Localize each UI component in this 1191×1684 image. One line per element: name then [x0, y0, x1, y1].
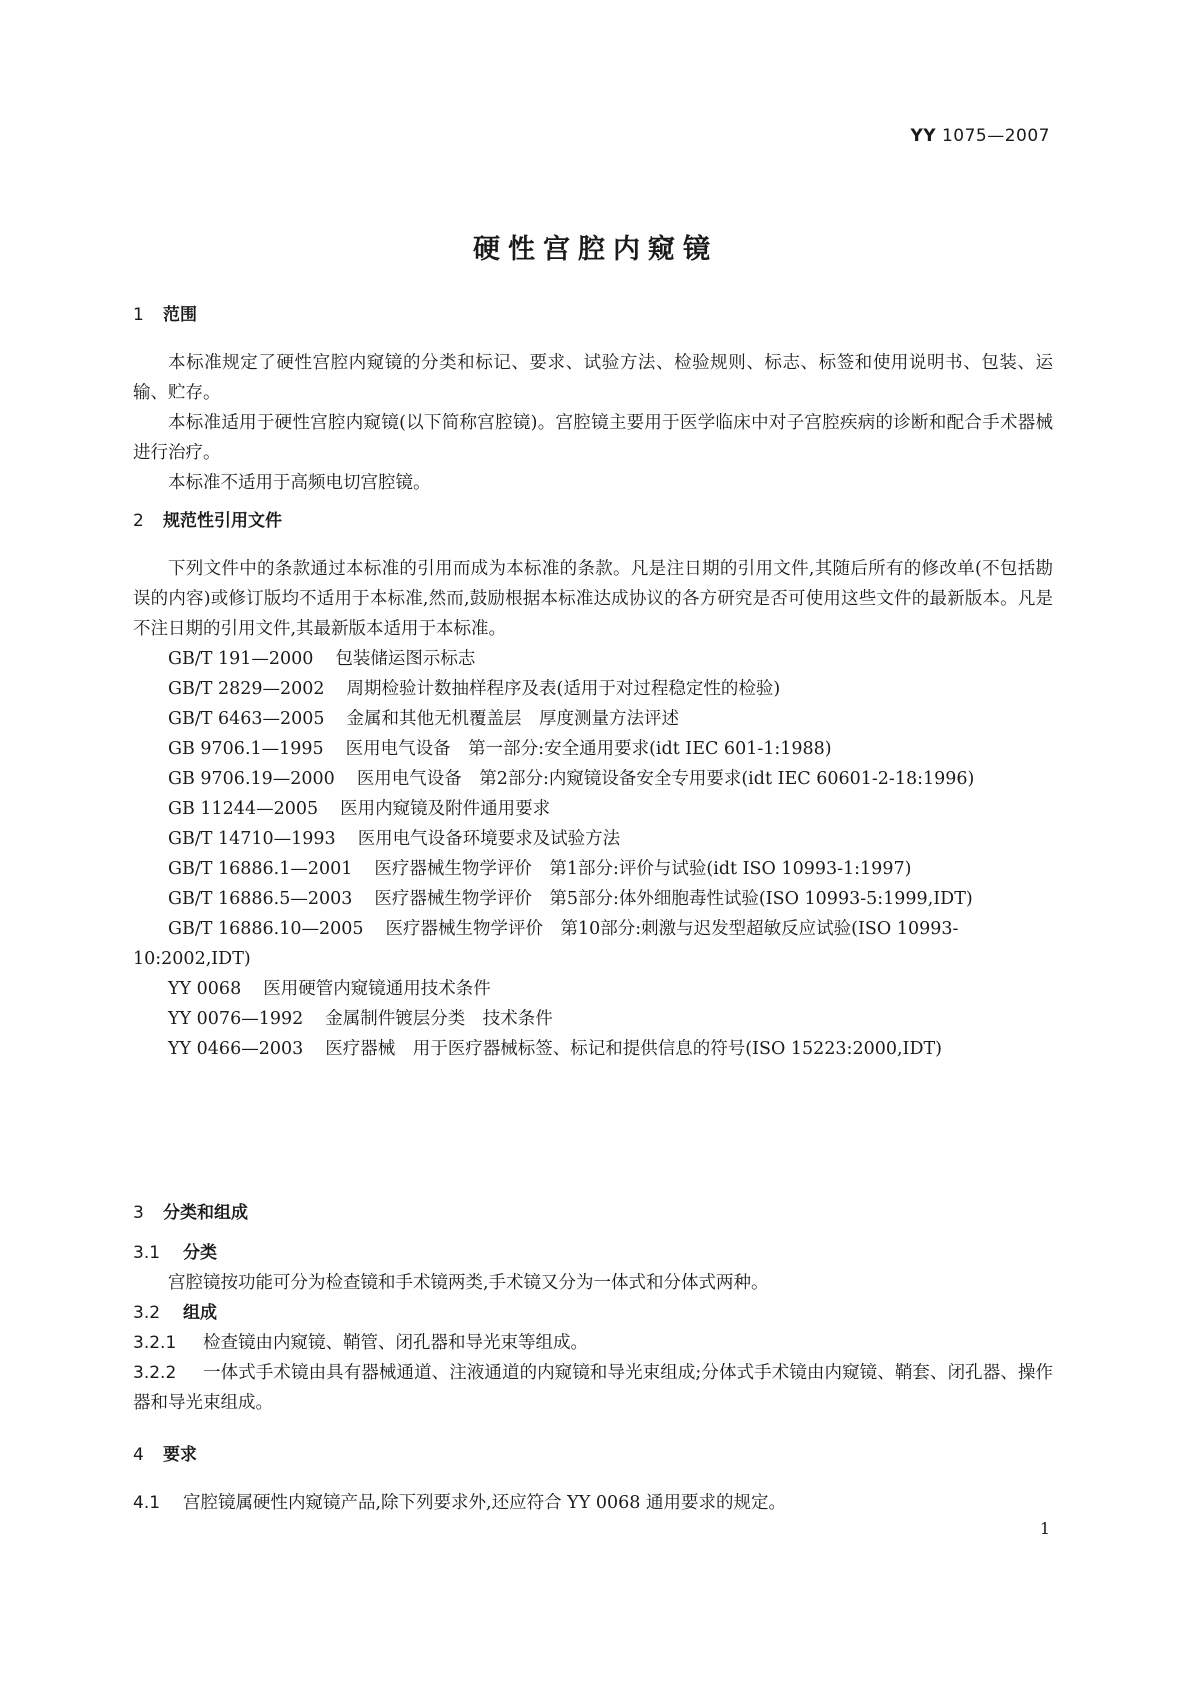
standard-number: 1075—2007	[941, 126, 1050, 146]
reference-code: GB/T 16886.1—2001	[168, 859, 353, 879]
section-3	[133, 1198, 1053, 1418]
standard-prefix: YY	[910, 126, 937, 146]
clause-4-1	[133, 1488, 1053, 1518]
reference-code: GB/T 16886.5—2003	[168, 889, 353, 909]
reference-item	[133, 644, 1053, 674]
reference-title: 医疗器械 用于医疗器械标签、标记和提供信息的符号(ISO 15223:2000,IDT)	[325, 1039, 942, 1059]
reference-title: 医用硬管内窥镜通用技术条件	[263, 979, 491, 999]
reference-item	[133, 764, 1053, 794]
section-3-heading	[133, 1198, 1053, 1228]
section-title: 要求	[163, 1445, 197, 1465]
reference-code: YY 0466—2003	[168, 1039, 304, 1059]
reference-code: YY 0068	[168, 979, 242, 999]
clause-number: 3.2.1	[133, 1333, 177, 1353]
reference-title: 医疗器械生物学评价 第10部分:刺激与迟发型超敏反应试验(ISO 10993-10:2002,IDT)	[133, 919, 959, 969]
section-title: 规范性引用文件	[163, 511, 282, 531]
clause-3-2-1	[133, 1328, 1053, 1358]
section-number: 4	[133, 1445, 144, 1465]
reference-title: 医用电气设备 第一部分:安全通用要求(idt IEC 601-1:1988)	[345, 739, 832, 759]
subsection-title: 分类	[183, 1243, 217, 1263]
clause-text: 宫腔镜属硬性内窥镜产品,除下列要求外,还应符合 YY 0068 通用要求的规定。	[183, 1493, 786, 1513]
reference-title: 医疗器械生物学评价 第5部分:体外细胞毒性试验(ISO 10993-5:1999,IDT)	[374, 889, 973, 909]
reference-title: 医疗器械生物学评价 第1部分:评价与试验(idt ISO 10993-1:1997)	[374, 859, 912, 879]
reference-code: GB/T 16886.10—2005	[168, 919, 364, 939]
clause-text: 检查镜由内窥镜、鞘管、闭孔器和导光束等组成。	[203, 1333, 588, 1353]
subsection-3-2-heading	[133, 1298, 1053, 1328]
section-number: 1	[133, 305, 144, 325]
reference-item	[133, 884, 1053, 914]
subsection-3-1-heading	[133, 1238, 1053, 1268]
reference-item	[133, 974, 1053, 1004]
section-number: 3	[133, 1203, 144, 1223]
section-2	[133, 506, 1053, 1064]
paragraph: 宫腔镜按功能可分为检查镜和手术镜两类,手术镜又分为一体式和分体式两种。	[168, 1273, 769, 1293]
reference-item	[133, 734, 1053, 764]
clause-3-2-2	[133, 1358, 1053, 1418]
reference-title: 医用内窥镜及附件通用要求	[340, 799, 551, 819]
section-1-heading	[133, 300, 1053, 330]
reference-code: GB/T 191—2000	[168, 649, 314, 669]
reference-code: GB/T 2829—2002	[168, 679, 325, 699]
reference-title: 周期检验计数抽样程序及表(适用于对过程稳定性的检验)	[346, 679, 781, 699]
section-title: 分类和组成	[163, 1203, 248, 1223]
reference-code: GB/T 14710—1993	[168, 829, 336, 849]
clause-text: 一体式手术镜由具有器械通道、注液通道的内窥镜和导光束组成;分体式手术镜由内窥镜、鞘套、闭孔器、操作器和导光束组成。	[133, 1363, 1053, 1413]
clause-number: 3.2.2	[133, 1363, 177, 1383]
reference-title: 医用电气设备环境要求及试验方法	[357, 829, 621, 849]
section-2-heading	[133, 506, 1053, 536]
reference-code: GB 9706.1—1995	[168, 739, 324, 759]
reference-item	[133, 704, 1053, 734]
subsection-number: 3.1	[133, 1243, 161, 1263]
reference-item	[133, 854, 1053, 884]
subsection-number: 3.2	[133, 1303, 161, 1323]
document-title: 硬性宫腔内窥镜	[473, 234, 718, 265]
section-4	[133, 1440, 1053, 1518]
reference-code: GB/T 6463—2005	[168, 709, 325, 729]
page-number: 1	[1039, 1519, 1050, 1538]
standard-code-header	[910, 126, 1050, 146]
reference-item	[133, 674, 1053, 704]
reference-title: 医用电气设备 第2部分:内窥镜设备安全专用要求(idt IEC 60601-2-18:1996)	[356, 769, 975, 789]
reference-code: YY 0076—1992	[168, 1009, 304, 1029]
reference-item	[133, 824, 1053, 854]
reference-code: GB 11244—2005	[168, 799, 319, 819]
section-number: 2	[133, 511, 144, 531]
paragraph: 下列文件中的条款通过本标准的引用而成为本标准的条款。凡是注日期的引用文件,其随后所有的修改单(不包括勘误的内容)或修订版均不适用于本标准,然而,鼓励根据本标准达成协议的各方研究是否可使用这些文件的最新版本。凡是不注日期的引用文件,其最新版本适用于本标准。	[133, 559, 1053, 639]
subsection-title: 组成	[183, 1303, 217, 1323]
reference-item	[133, 1004, 1053, 1034]
paragraph: 本标准适用于硬性宫腔内窥镜(以下简称宫腔镜)。宫腔镜主要用于医学临床中对子宫腔疾病的诊断和配合手术器械进行治疗。	[133, 413, 1053, 463]
paragraph: 本标准不适用于高频电切宫腔镜。	[168, 473, 431, 493]
reference-item	[133, 1034, 1053, 1064]
section-title: 范围	[163, 305, 197, 325]
paragraph: 本标准规定了硬性宫腔内窥镜的分类和标记、要求、试验方法、检验规则、标志、标签和使用说明书、包装、运输、贮存。	[133, 353, 1053, 403]
section-1	[133, 300, 1053, 498]
reference-title: 金属制件镀层分类 技术条件	[325, 1009, 553, 1029]
section-4-heading	[133, 1440, 1053, 1470]
reference-code: GB 9706.19—2000	[168, 769, 335, 789]
reference-item	[133, 794, 1053, 824]
clause-number: 4.1	[133, 1493, 161, 1513]
reference-title: 包装储运图示标志	[335, 649, 476, 669]
reference-item	[133, 914, 1053, 974]
reference-title: 金属和其他无机覆盖层 厚度测量方法评述	[346, 709, 680, 729]
